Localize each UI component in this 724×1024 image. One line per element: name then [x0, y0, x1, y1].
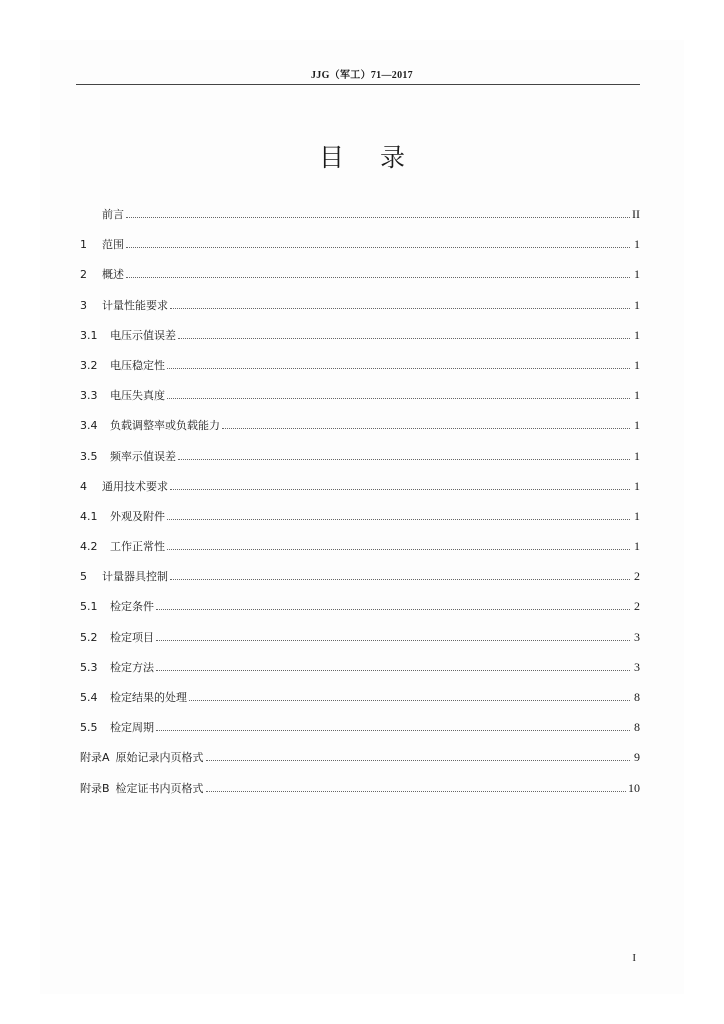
toc-entry-title: 前言: [102, 208, 124, 221]
toc-entry-title: 检定方法: [110, 660, 154, 674]
toc-leader-dots: [126, 246, 630, 248]
toc-entry-title: 检定证书内页格式: [115, 781, 204, 795]
toc-leader-dots: [189, 699, 630, 701]
toc-leader-dots: [167, 367, 630, 369]
toc-entry-title: 概述: [102, 268, 124, 282]
toc-entry[interactable]: [80, 417, 640, 447]
toc-entry-title: 通用技术要求: [102, 479, 168, 493]
toc-entry-title: 工作正常性: [110, 540, 165, 554]
toc-entry-number: 附录A: [80, 751, 110, 765]
toc-entry-number: 5.4: [80, 691, 98, 704]
toc-entry-number: 5.3: [80, 660, 98, 674]
toc-entry-number: 1: [80, 238, 87, 252]
toc-entry-page: 1: [634, 508, 640, 523]
toc-leader-dots: [167, 518, 630, 520]
toc-entry-title: 频率示值误差: [110, 449, 176, 463]
toc-entry-number: 5.2: [80, 630, 98, 644]
toc-entry-number: 4.2: [80, 540, 98, 554]
toc-entry-title: 检定条件: [110, 600, 154, 614]
toc-entry-page: 8: [634, 690, 640, 704]
toc-entry[interactable]: [80, 629, 640, 659]
toc-entry-title: 原始记录内页格式: [115, 751, 204, 765]
toc-entry-title: 检定结果的处理: [110, 691, 187, 704]
toc-entry-number: 5.5: [80, 721, 98, 735]
toc-leader-dots: [178, 337, 630, 339]
toc-entry[interactable]: [80, 266, 640, 296]
toc-entry[interactable]: [80, 508, 640, 538]
toc-entry[interactable]: [80, 689, 640, 719]
toc-entry-page: 9: [634, 750, 640, 765]
toc-entry[interactable]: [80, 206, 640, 236]
toc-entry-title: 负载调整率或负载能力: [110, 419, 220, 433]
toc-entry-number: 3: [80, 298, 87, 312]
toc-entry[interactable]: [80, 659, 640, 689]
toc-entry[interactable]: [80, 749, 640, 779]
toc-entry-number: 3.5: [80, 449, 98, 463]
toc-entry-title: 电压失真度: [110, 389, 165, 403]
toc-entry-page: II: [632, 207, 640, 221]
toc-leader-dots: [156, 639, 630, 641]
toc-entry-number: 3.3: [80, 389, 98, 403]
toc-entry[interactable]: [80, 719, 640, 749]
toc-entry-number: 3.4: [80, 419, 98, 433]
toc-entry[interactable]: [80, 780, 640, 810]
toc-entry-page: 1: [634, 357, 640, 372]
toc-entry-page: 8: [634, 720, 640, 735]
toc-entry-title: 范围: [102, 238, 124, 252]
toc-entry-page: 1: [634, 539, 640, 554]
toc-leader-dots: [126, 276, 630, 278]
toc-entry-page: 1: [634, 448, 640, 463]
toc-entry[interactable]: [80, 568, 640, 598]
toc-entry-page: 1: [634, 327, 640, 342]
toc-leader-dots: [167, 548, 630, 550]
toc-entry[interactable]: [80, 327, 640, 357]
toc-entry-title: 外观及附件: [110, 509, 165, 523]
toc-entry-number: 2: [80, 268, 87, 282]
toc-entry[interactable]: [80, 357, 640, 387]
toc-entry-number: 3.1: [80, 328, 98, 342]
toc-entry-page: 10: [628, 780, 640, 795]
toc-entry-title: 计量性能要求: [102, 298, 168, 312]
toc-leader-dots: [156, 608, 630, 610]
toc-leader-dots: [126, 216, 630, 218]
toc-leader-dots: [170, 578, 630, 580]
toc-entry-page: 1: [634, 418, 640, 433]
toc-entry-number: 5.1: [80, 600, 98, 614]
toc-entry[interactable]: [80, 598, 640, 628]
toc-entry[interactable]: [80, 236, 640, 266]
header-rule: [76, 84, 640, 85]
toc-leader-dots: [167, 397, 630, 399]
toc-leader-dots: [156, 729, 630, 731]
toc-leader-dots: [206, 790, 626, 792]
toc-entry[interactable]: [80, 387, 640, 417]
toc-entry-number: 3.2: [80, 358, 98, 372]
toc-leader-dots: [170, 488, 630, 490]
running-header: JJG（军工）71—2017: [311, 70, 413, 81]
toc-entry-title: 电压稳定性: [110, 358, 165, 372]
toc-entry-page: 1: [634, 478, 640, 493]
toc-entry-page: 1: [634, 388, 640, 403]
toc-leader-dots: [222, 427, 630, 429]
toc-entry[interactable]: [80, 478, 640, 508]
toc-entry-page: 1: [634, 237, 640, 252]
toc-leader-dots: [206, 759, 630, 761]
toc-entry-number: 5: [80, 570, 87, 584]
toc-entry-title: 电压示值误差: [110, 328, 176, 342]
toc-entry[interactable]: [80, 448, 640, 478]
toc-entry[interactable]: [80, 538, 640, 568]
toc-entry-page: 3: [634, 659, 640, 674]
toc-entry-page: 1: [634, 297, 640, 312]
toc-entry-page: 3: [634, 629, 640, 644]
page-title: 目录: [318, 143, 441, 172]
toc-leader-dots: [170, 307, 630, 309]
toc-entry-title: 检定项目: [110, 630, 154, 644]
toc-leader-dots: [178, 458, 630, 460]
toc-entry-title: 计量器具控制: [102, 570, 168, 584]
toc-entry-title: 检定周期: [110, 721, 154, 735]
table-of-contents: [80, 206, 640, 810]
toc-entry[interactable]: [80, 297, 640, 327]
toc-entry-page: 2: [634, 599, 640, 614]
page-number: I: [632, 952, 636, 964]
toc-leader-dots: [156, 669, 630, 671]
toc-entry-number: 4: [80, 479, 87, 493]
toc-entry-page: 2: [634, 569, 640, 584]
toc-entry-number: 4.1: [80, 509, 98, 523]
toc-entry-page: 1: [634, 267, 640, 282]
toc-entry-number: 附录B: [80, 781, 110, 795]
